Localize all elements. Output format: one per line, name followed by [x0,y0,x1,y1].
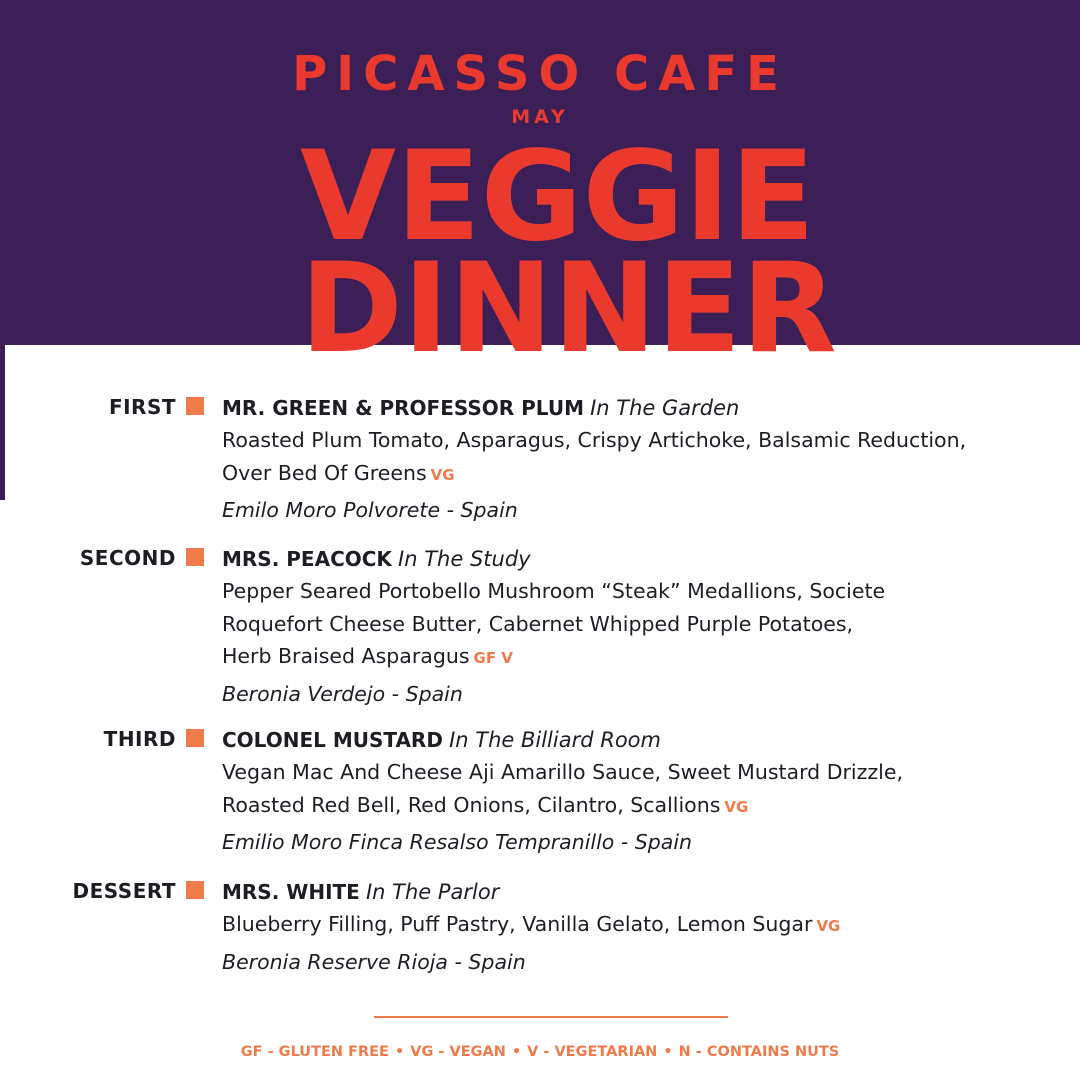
dish-heading [222,724,1042,756]
course-marker-icon [186,548,204,566]
dish-description [222,908,1042,943]
legend-divider [374,1016,728,1018]
description-line: Roquefort Cheese Butter, Cabernet Whipped Purple Potatoes, [222,611,854,636]
dish-description [222,575,1042,675]
diet-tag: VG [816,917,841,935]
dish-room: In The Billiard Room [449,728,661,752]
diet-tag: VG [724,797,749,816]
title-veggie: VEGGIE [300,125,816,269]
course-body [222,392,1042,525]
dish-heading [222,876,1042,908]
course-label: DESSERT [72,879,176,903]
dish-name: MR. GREEN & PROFESSOR PLUM [222,396,584,420]
legend-separator: • [511,1044,522,1060]
dish-description [222,756,1042,823]
course-label: SECOND [79,546,176,570]
description-line: Roasted Red Bell, Red Onions, Cilantro, Scallions VG [222,792,749,817]
cafe-name: PICASSO CAFE [292,46,788,102]
dish-description [222,424,1042,491]
dish-room: In The Study [398,547,531,571]
description-line: Vegan Mac And Cheese Aji Amarillo Sauce, Sweet Mustard Drizzle, [222,760,903,784]
legend-separator: • [663,1044,673,1060]
description-line: Pepper Seared Portobello Mushroom “Steak” Medallions, Societe [222,579,886,603]
wine-pairing: Beronia Reserve Rioja - Spain [222,949,526,974]
course-body [222,876,1042,977]
dish-room: In The Parlor [365,880,500,904]
legend-item: GF - GLUTEN FREE [240,1044,389,1060]
description-line: Roasted Plum Tomato, Asparagus, Crispy Artichoke, Balsamic Reduction, [222,428,967,452]
dish-room: In The Garden [590,396,740,420]
wine-pairing: Emilo Moro Polvorete - Spain [222,498,518,522]
course-marker-icon [186,881,204,899]
dish-heading [222,543,1042,575]
diet-legend [0,1044,1080,1060]
description-line: Over Bed Of Greens VG [222,460,455,485]
legend-item: N - CONTAINS NUTS [678,1044,840,1060]
diet-tag: VG [430,465,455,484]
wine-pairing: Emilio Moro Finca Resalso Tempranillo - Spain [222,830,693,854]
course-marker-icon [186,729,204,747]
legend-separator: • [394,1044,405,1060]
month-label: MAY [511,106,569,128]
dish-name: MRS. PEACOCK [222,547,392,571]
dish-heading [222,392,1042,424]
course-body [222,543,1042,709]
legend-item: VG - VEGAN [410,1044,506,1060]
legend-item: V - VEGETARIAN [527,1044,658,1060]
title-dinner: DINNER [300,237,837,381]
description-line: Blueberry Filling, Puff Pastry, Vanilla Gelato, Lemon Sugar VG [222,912,841,936]
dish-name: MRS. WHITE [222,880,360,904]
header-side-stripe [0,345,5,500]
course-label: THIRD [103,727,176,751]
dish-name: COLONEL MUSTARD [222,728,443,752]
course-label: FIRST [108,395,176,419]
description-line: Herb Braised Asparagus GF V [222,644,513,668]
wine-pairing: Beronia Verdejo - Spain [222,681,463,706]
course-body [222,724,1042,857]
course-marker-icon [186,397,204,415]
diet-tag: GF V [473,649,513,667]
